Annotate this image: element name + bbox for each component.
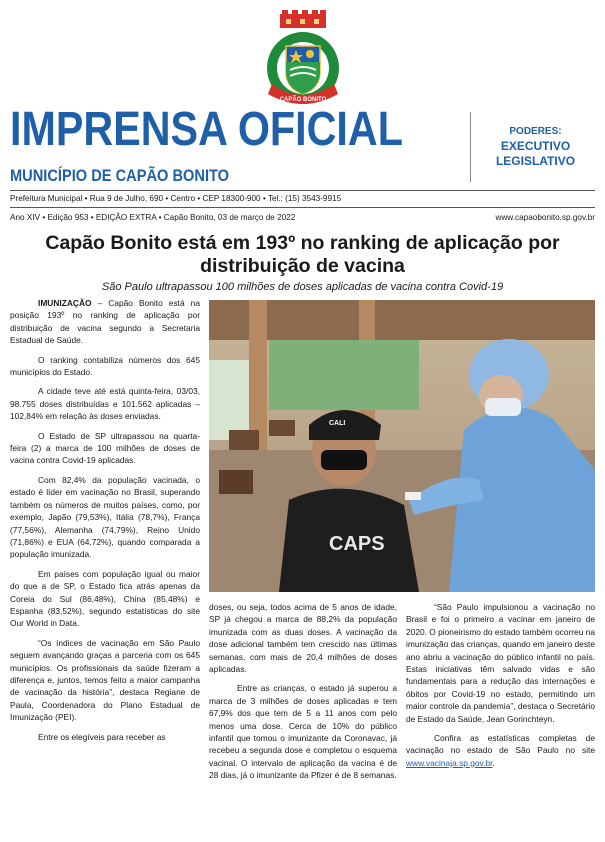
info-top-rule (10, 190, 595, 191)
address-line: Prefeitura Municipal • Rua 9 de Julho, 690 • Centro • CEP 18300-900 • Tel.: (15) 3543-9915 (10, 194, 342, 203)
paragraph: O ranking contabiliza números dos 645 municípios do Estado. (10, 354, 200, 378)
info-mid-rule (10, 207, 595, 208)
paragraph: O Estado de SP ultrapassou na quarta-feira (2) a marca de 100 milhões de doses de vacina contra Covid-19 aplicadas. (10, 430, 200, 466)
vacinaja-link[interactable]: www.vacinaja.sp.gov.br (406, 757, 493, 768)
vaccination-photo (209, 300, 595, 592)
power-legislative: LEGISLATIVO (495, 154, 576, 168)
website-link[interactable]: www.capaobonito.sp.gov.br (495, 213, 595, 222)
edition-line: Ano XIV • Edição 953 • EDIÇÃO EXTRA • Capão Bonito, 03 de março de 2022 (10, 213, 296, 222)
paragraph: doses, ou seja, todos acima de 5 anos de idade, SP já chegou a marca de 88,2% da população imunizada com as duas doses. A vacinação da dose adicional também tem crescido nas últimas semanas, com mais de 20,4 milhões de doses aplicadas. (209, 602, 397, 675)
paragraph: Entre as crianças, o estado já superou a marca de 3 milhões de doses aplicadas e tem 67,9% dos que tem de 5 a 11 anos com pelo menos uma dose. Cerca de 10% do público infantil que tomou o imunizante da Coronavac, já recebeu a segunda dose e completou o esquema vacinal. O intervalo de aplicação da vacina é de 28 dias, já o imunizante da Pfizer é de 8 semanas. (209, 683, 397, 781)
paragraph: Com 82,4% da população vacinada, o estado é líder em vacinação no Brasil, superando também os números de muitos países, como, por exemplo, Japão (79,53%), Itália (78,7%), França (77,56%), Alemanha (74,79%), Reino Unido (71,86%) e EUA (64,72%), quando comparada a população imunizada. (10, 474, 200, 560)
crest-ribbon-text: CAPÃO BONITO (279, 97, 327, 103)
lead-label: IMUNIZAÇÃO (38, 298, 92, 308)
paragraph (406, 732, 595, 769)
article-column-3 (406, 601, 595, 776)
powers-box (478, 124, 593, 169)
paragraph: A cidade teve até está quinta-feira, 03/03, 98.755 doses distribuídas e 101.562 aplicadas – 102,84% em relação às doses enviadas. (10, 386, 200, 422)
closing-period: . (492, 757, 495, 768)
lead-text: – Capão Bonito está na posição 193º no ranking de aplicação por distribuição de vacina segundo a Secretaria Estadual de Saúde. (10, 298, 200, 346)
paragraph: “São Paulo impulsionou a vacinação no Brasil e foi o primeiro a vacinar em janeiro de 2020. O pioneirismo do estado também ocorreu na imunização das crianças, quando em janeiro deste ano abriu a vacinação do público infantil no país. Estas iniciativas têm salvado vidas e são fundamentais para a redução das internações e óbitos por Covid-19 no estado, permitindo um maior controle da pandemia”, destaca o Secretário de Estado da Saúde, Jean Gorinchteyn. (406, 602, 596, 724)
closing-text: Confira as estatísticas completas de vacinação no estado de São Paulo no site (406, 733, 595, 756)
cap-text: CALI (329, 420, 346, 427)
masthead-title: IMPRENSA OFICIAL (10, 103, 403, 156)
article-headline: Capão Bonito está em 193º no ranking de aplicação por distribuição de vacina (45, 232, 560, 277)
paragraph: “Os índices de vacinação em São Paulo seguem avançando graças a parceria com os 645 municípios. Os profissionais da saúde fizeram a diferença e, juntos, temos feito a maior campanha de vacinação da história”, destaca Regiane de Paula, Coordenadora do Plano Estadual de Imunização (PEI). (10, 637, 200, 723)
municipal-crest-logo (258, 10, 348, 108)
paragraph: Em países com população igual ou maior do que a de SP, o Estado fica atrás apenas da Coreia do Sul (86,48%), China (85,48%) e Espanha (83,52%), segundo estatísticas do site Our World in Data. (10, 568, 200, 629)
paragraph: Entre os elegíveis para receber as (38, 731, 166, 742)
masthead-subtitle: MUNICÍPIO DE CAPÃO BONITO (10, 166, 230, 185)
article-subhead: São Paulo ultrapassou 100 milhões de doses aplicadas de vacina contra Covid-19 (101, 281, 504, 293)
power-executive: EXECUTIVO (500, 139, 571, 153)
powers-label: PODERES: (509, 126, 562, 137)
shirt-text: CAPS (329, 533, 385, 555)
article-column-2 (209, 601, 397, 789)
article-column-1 (10, 297, 200, 750)
masthead-divider (470, 112, 471, 182)
lead-paragraph (10, 297, 200, 347)
